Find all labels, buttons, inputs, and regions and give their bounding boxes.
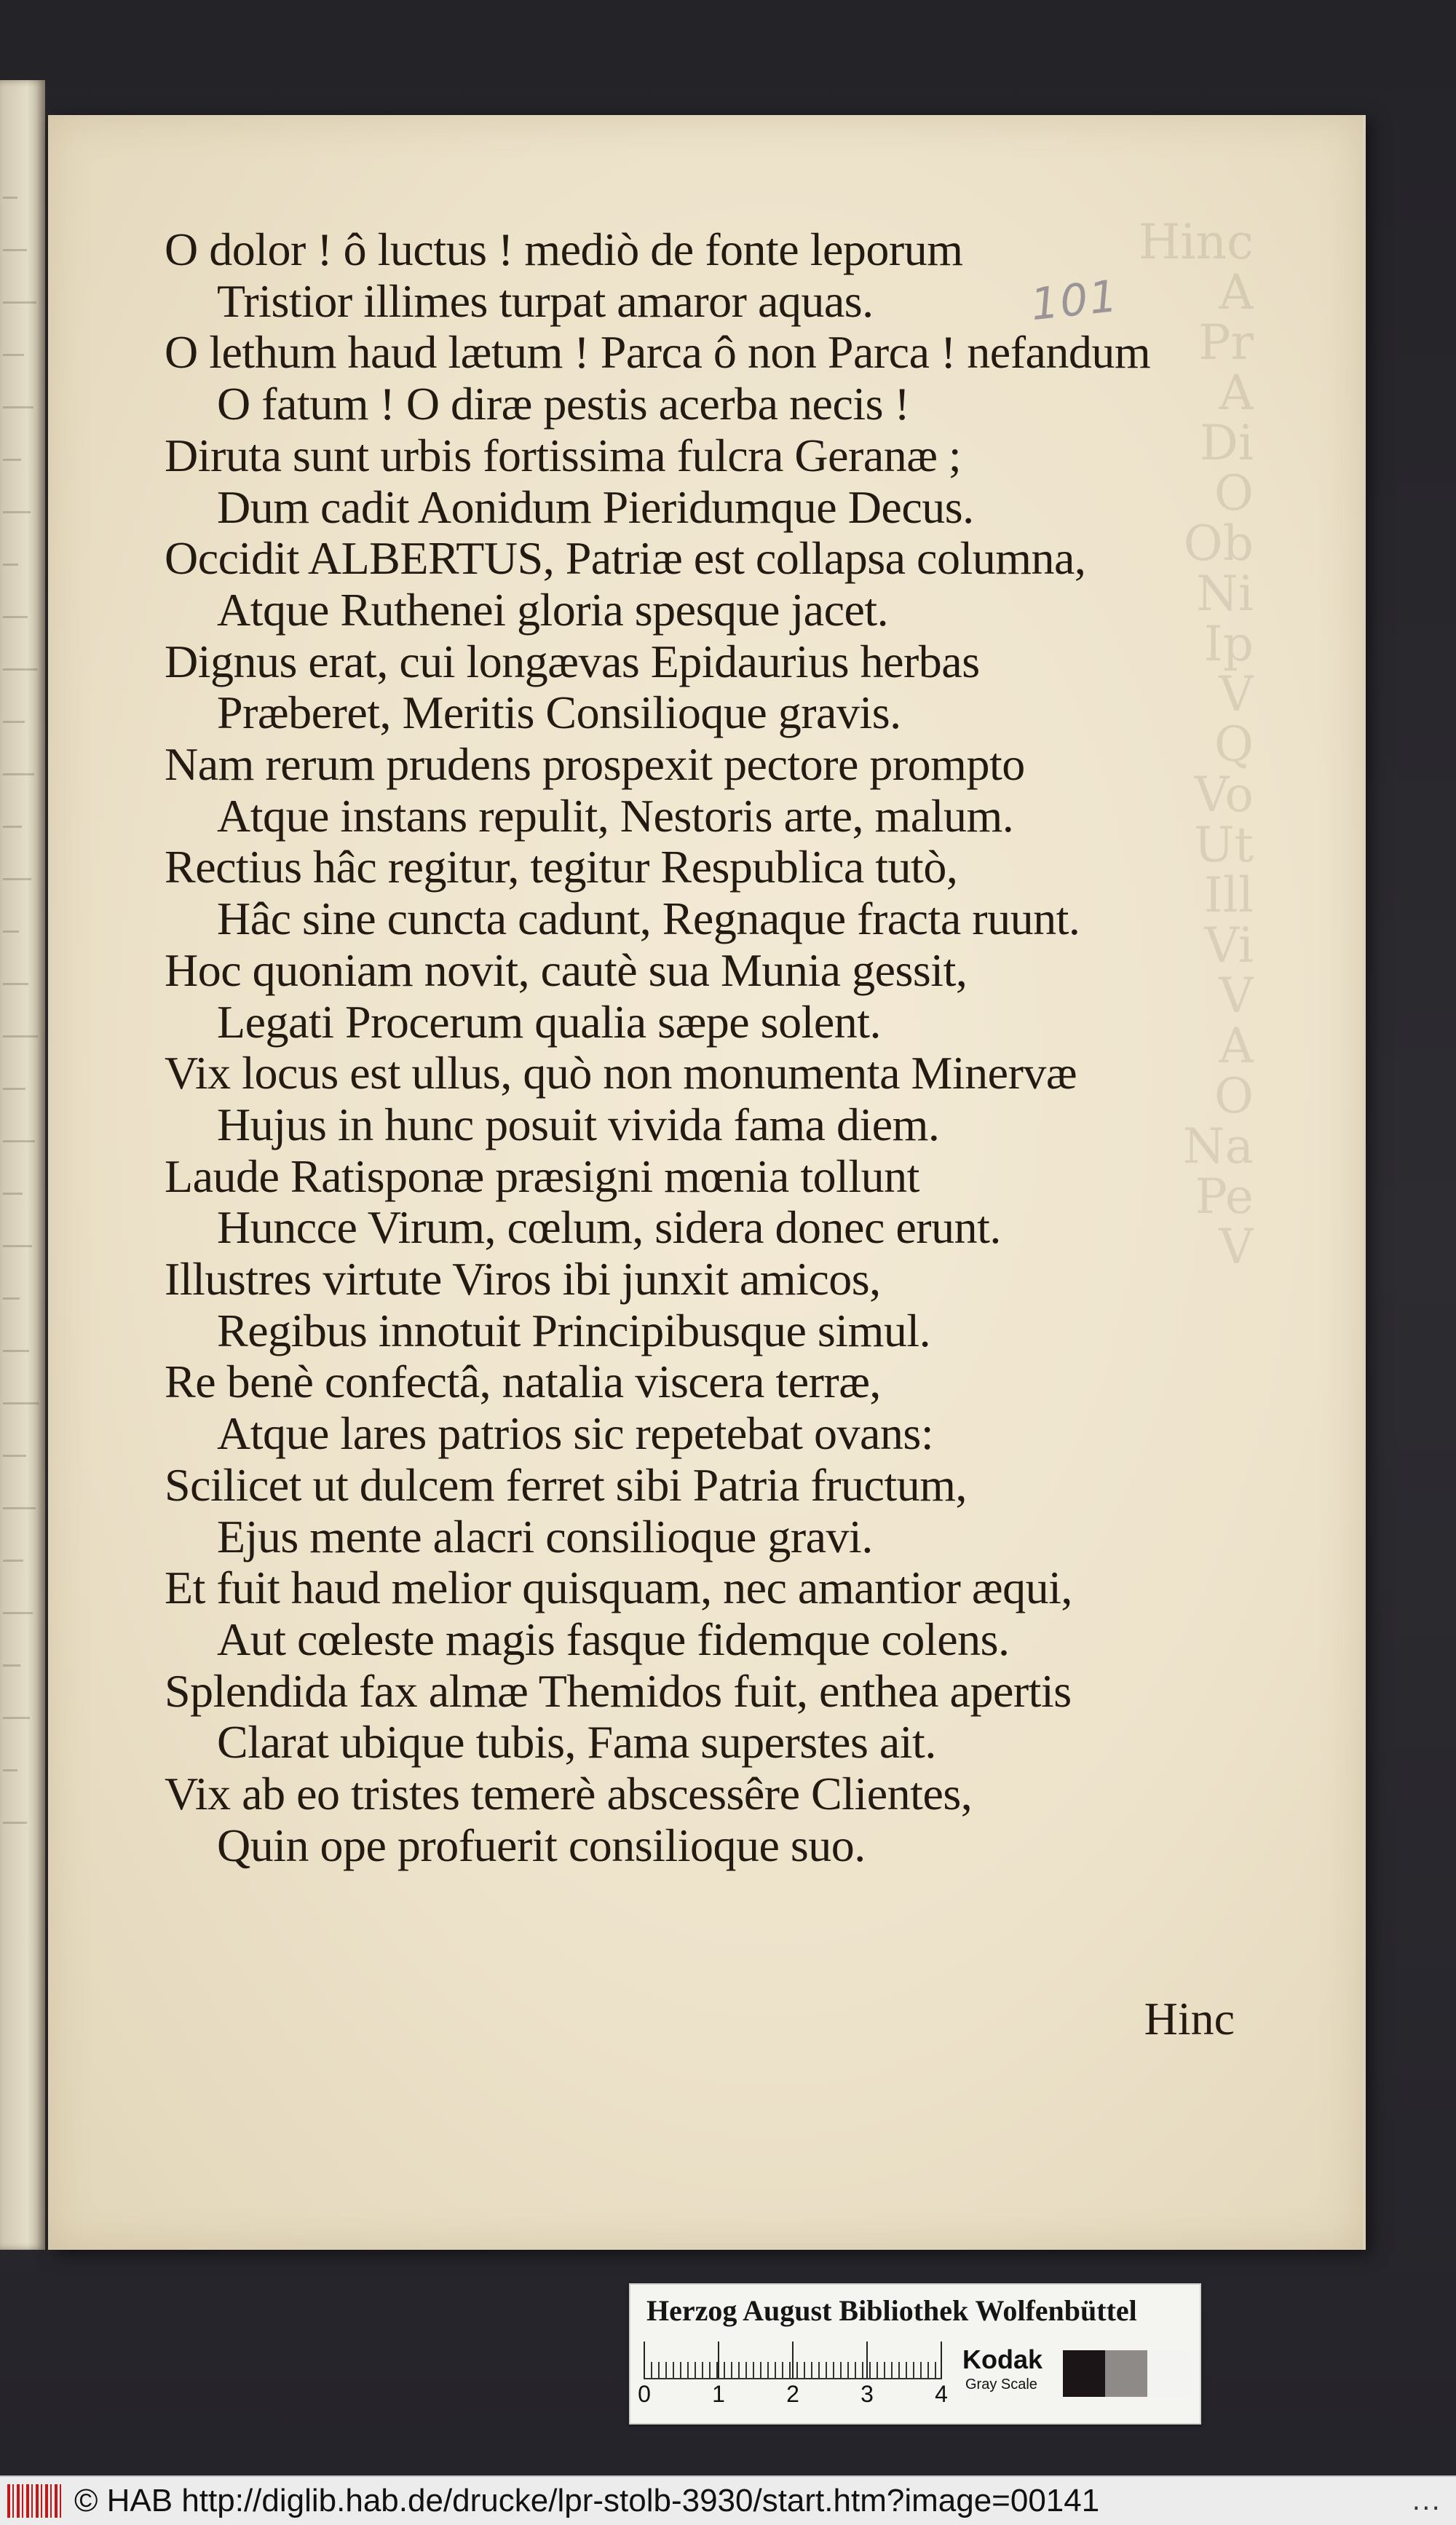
scale-number: 1 [712, 2381, 725, 2407]
previous-page-ghost-line [3, 564, 18, 576]
poem-line: Splendida fax almæ Themidos fuit, enthea apertis [165, 1664, 1072, 1717]
gray-patch [1063, 2350, 1105, 2397]
poem-line: Illustres virtute Viros ibi junxit amicos, [165, 1253, 881, 1305]
poem-line: O dolor ! ô luctus ! mediò de fonte leporum [165, 224, 963, 275]
previous-page-edge [0, 80, 45, 2250]
source-url-bar [0, 2475, 1456, 2525]
previous-page-ghost-line [3, 1140, 35, 1153]
previous-page-ghost-line [3, 511, 31, 523]
scale-number: 2 [786, 2381, 799, 2407]
poem-line: Quin ope profuerit consilioque suo. [217, 1819, 866, 1871]
poem-line: Et fuit haud melior quisquam, nec amantior æqui, [165, 1562, 1072, 1614]
previous-page-ghost-line [3, 1245, 32, 1257]
poem-line: Vix locus est ullus, quò non monumenta Minervæ [165, 1047, 1077, 1099]
poem-line: Præberet, Meritis Consilioque gravis. [217, 687, 901, 739]
measurement-scale [644, 2342, 942, 2379]
poem-line: Hujus in hunc posuit vivida fama diem. [217, 1098, 940, 1150]
hab-barcode-icon [7, 2484, 61, 2518]
previous-page-ghost-line [3, 249, 27, 261]
previous-page-ghost-line [3, 1507, 36, 1520]
poem-line: Atque instans repulit, Nestoris arte, malum. [217, 789, 1014, 842]
previous-page-ghost-line [3, 1455, 26, 1467]
previous-page-ghost-line [3, 301, 36, 314]
poem-line: Huncce Virum, cœlum, sidera donec erunt. [217, 1201, 1001, 1254]
poem-line: Scilicet ut dulcem ferret sibi Patria fructum, [165, 1458, 967, 1511]
library-name: Herzog August Bibliothek Wolfenbüttel [646, 2294, 1137, 2327]
previous-page-ghost-line [3, 878, 31, 890]
gray-scale-caption: Gray Scale [965, 2376, 1037, 2392]
previous-page-ghost-line [3, 197, 17, 209]
poem-line: Atque Ruthenei gloria spesque jacet. [217, 583, 889, 636]
library-label [629, 2283, 1201, 2425]
previous-page-ghost-line [3, 1035, 38, 1048]
previous-page-ghost-line [3, 616, 28, 628]
previous-page-ghost-line [3, 459, 21, 471]
poem-line: Rectius hâc regitur, tegitur Respublica tutò, [165, 841, 958, 893]
poem-line: Re benè confectâ, natalia viscera terræ, [165, 1356, 881, 1408]
poem-line: O lethum haud lætum ! Parca ô non Parca ! nefandum [165, 326, 1151, 379]
book-page [48, 115, 1363, 2250]
poem-line: Aut cœleste magis fasque fidemque colens. [217, 1613, 1010, 1665]
foliation-number: 101 [1028, 270, 1121, 331]
previous-page-ghost-line [3, 721, 25, 733]
poem-line: Nam rerum prudens prospexit pectore prompto [165, 738, 1025, 791]
poem-line: Hoc quoniam novit, cautè sua Munia gessit, [165, 944, 968, 996]
poem-line: Hâc sine cuncta cadunt, Regnaque fracta ruunt. [217, 893, 1080, 945]
poem-line: Tristior illimes turpat amaror aquas. [217, 274, 874, 327]
previous-page-ghost-line [3, 826, 22, 838]
poem-line: Ejus mente alacri consilioque gravi. [217, 1510, 873, 1562]
more-menu-icon[interactable]: ... [1412, 2486, 1441, 2516]
gray-scale-patches [1063, 2350, 1190, 2397]
previous-page-ghost-line [3, 1717, 30, 1729]
previous-page-ghost-line [3, 1560, 23, 1572]
poem-line: Atque lares patrios sic repetebat ovans: [217, 1407, 934, 1460]
previous-page-ghost-line [3, 1088, 25, 1100]
previous-page-ghost-line [3, 1297, 20, 1310]
scale-number: 3 [860, 2381, 874, 2407]
poem-line: Diruta sunt urbis fortissima fulcra Geranæ ; [165, 429, 962, 481]
poem-line: Legati Procerum qualia sæpe solent. [217, 995, 882, 1048]
kodak-logo: Kodak [962, 2344, 1043, 2374]
previous-page-ghost-line [3, 406, 33, 419]
bleed-through-text: Hinc A Pr A Di O Ob Ni Ip V Q Vo Ut Ill Vi V A O Na Pe V [1138, 217, 1254, 1275]
scale-number: 4 [935, 2381, 948, 2407]
poem-line: Dum cadit Aonidum Pieridumque Decus. [217, 481, 974, 533]
poem-line: Regibus innotuit Principibusque simul. [217, 1304, 931, 1356]
previous-page-ghost-line [3, 1664, 20, 1677]
previous-page-ghost-line [3, 983, 28, 995]
previous-page-ghost-line [3, 1350, 29, 1362]
previous-page-ghost-line [3, 930, 19, 943]
poem-text [165, 224, 1300, 1872]
poem-line: O fatum ! O diræ pestis acerba necis ! [217, 378, 910, 430]
previous-page-ghost-line [3, 773, 34, 786]
previous-page-ghost-line [3, 1769, 17, 1782]
gray-patch [1147, 2350, 1190, 2397]
poem-line: Dignus erat, cui longævas Epidaurius herbas [165, 635, 980, 687]
catchword: Hinc [1144, 1993, 1235, 2044]
previous-page-ghost-line [3, 1612, 33, 1624]
scale-number: 0 [638, 2381, 651, 2407]
previous-page-ghost-line [3, 1402, 39, 1415]
poem-line: Occidit ALBERTUS, Patriæ est collapsa columna, [165, 532, 1086, 585]
previous-page-ghost-line [3, 668, 37, 681]
poem-line: Laude Ratisponæ præsigni mœnia tollunt [165, 1150, 919, 1202]
gray-patch [1105, 2350, 1147, 2397]
previous-page-ghost-line [3, 1193, 23, 1205]
poem-line: Clarat ubique tubis, Fama superstes ait. [217, 1716, 936, 1769]
poem-line: Vix ab eo tristes temerè abscessêre Clientes, [165, 1768, 973, 1820]
source-url[interactable]: © HAB http://diglib.hab.de/drucke/lpr-stolb-3930/start.htm?image=00141 [74, 2483, 1100, 2518]
previous-page-ghost-line [3, 1822, 27, 1834]
previous-page-ghost-line [3, 354, 24, 366]
